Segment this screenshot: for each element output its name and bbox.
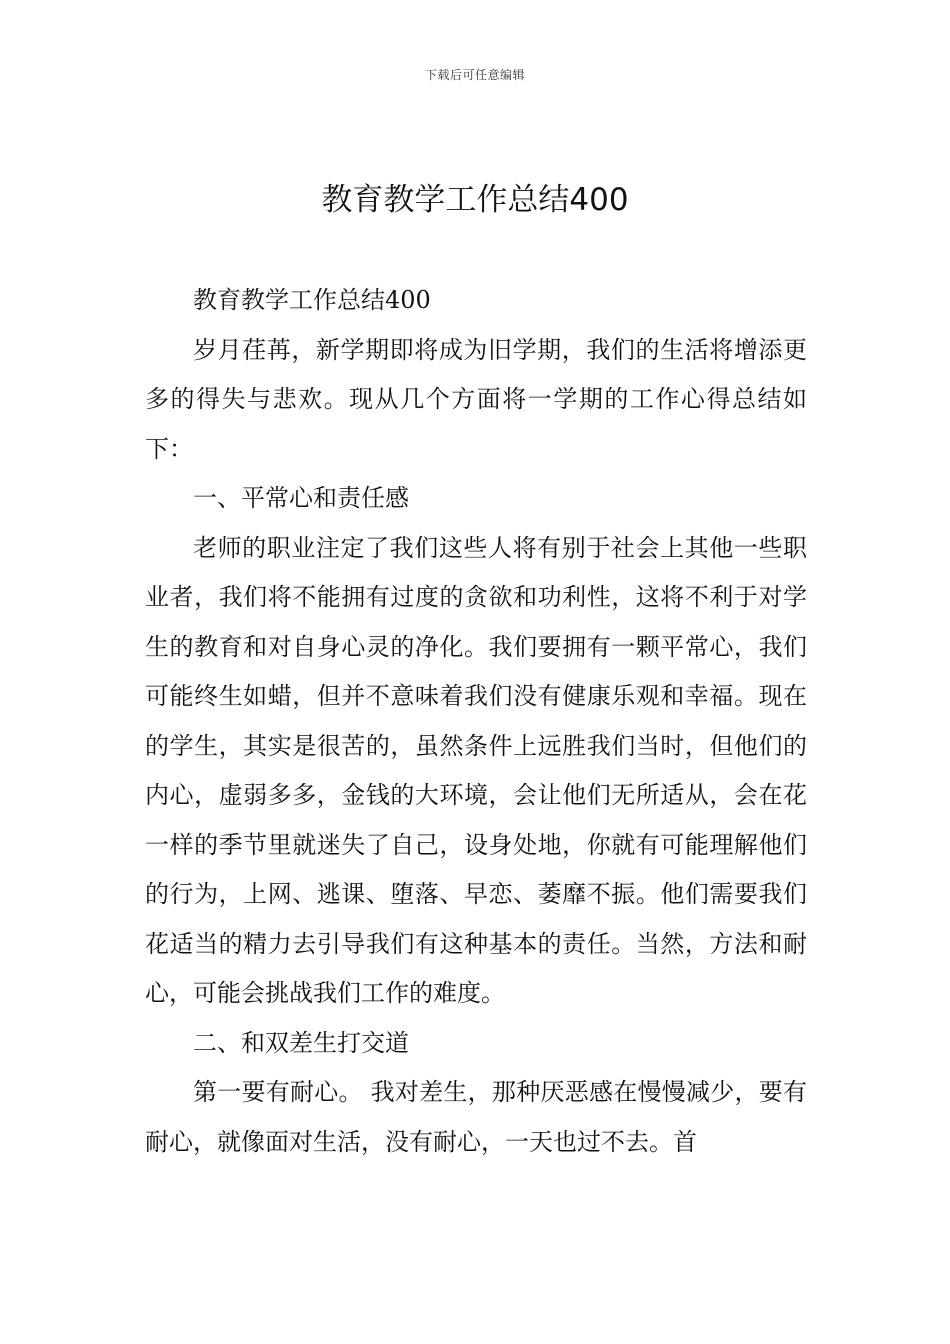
paragraph-subtitle: 教育教学工作总结400: [193, 286, 431, 314]
section-heading-1: 一、平常心和责任感: [193, 484, 409, 512]
header-note: 下载后可任意编辑: [424, 68, 525, 82]
section-heading-2: 二、和双差生打交道: [193, 1028, 409, 1057]
document-title: 教育教学工作总结400: [321, 182, 629, 218]
document-body: [145, 276, 807, 1167]
paragraph-section-2: 第一要有耐心。 我对差生，那种厌恶感在慢慢减少，要有耐心，就像面对生活，没有耐心，一天也过不去。首: [145, 1078, 807, 1156]
paragraph-intro: 岁月荏苒，新学期即将成为旧学期，我们的生活将增添更多的得失与悲欢。现从几个方面将一学期的工作心得总结如下：: [145, 335, 807, 463]
paragraph-section-1: 老师的职业注定了我们这些人将有别于社会上其他一些职业者，我们将不能拥有过度的贪欲和功利性，这将不利于对学生的教育和对自身心灵的净化。我们要拥有一颗平常心，我们可能终生如蜡，但并不意味着我们没有健康乐观和幸福。现在的学生，其实是很苦的，虽然条件上远胜我们当时，但他们的内心，虚弱多多，金钱的大环境，会让他们无所适从，会在花一样的季节里就迷失了自己，设身处地，你就有可能理解他们的行为，上网、逃课、堕落、早恋、萎靡不振。他们需要我们花适当的精力去引导我们有这种基本的责任。当然，方法和耐心，可能会挑战我们工作的难度。: [145, 533, 807, 1007]
